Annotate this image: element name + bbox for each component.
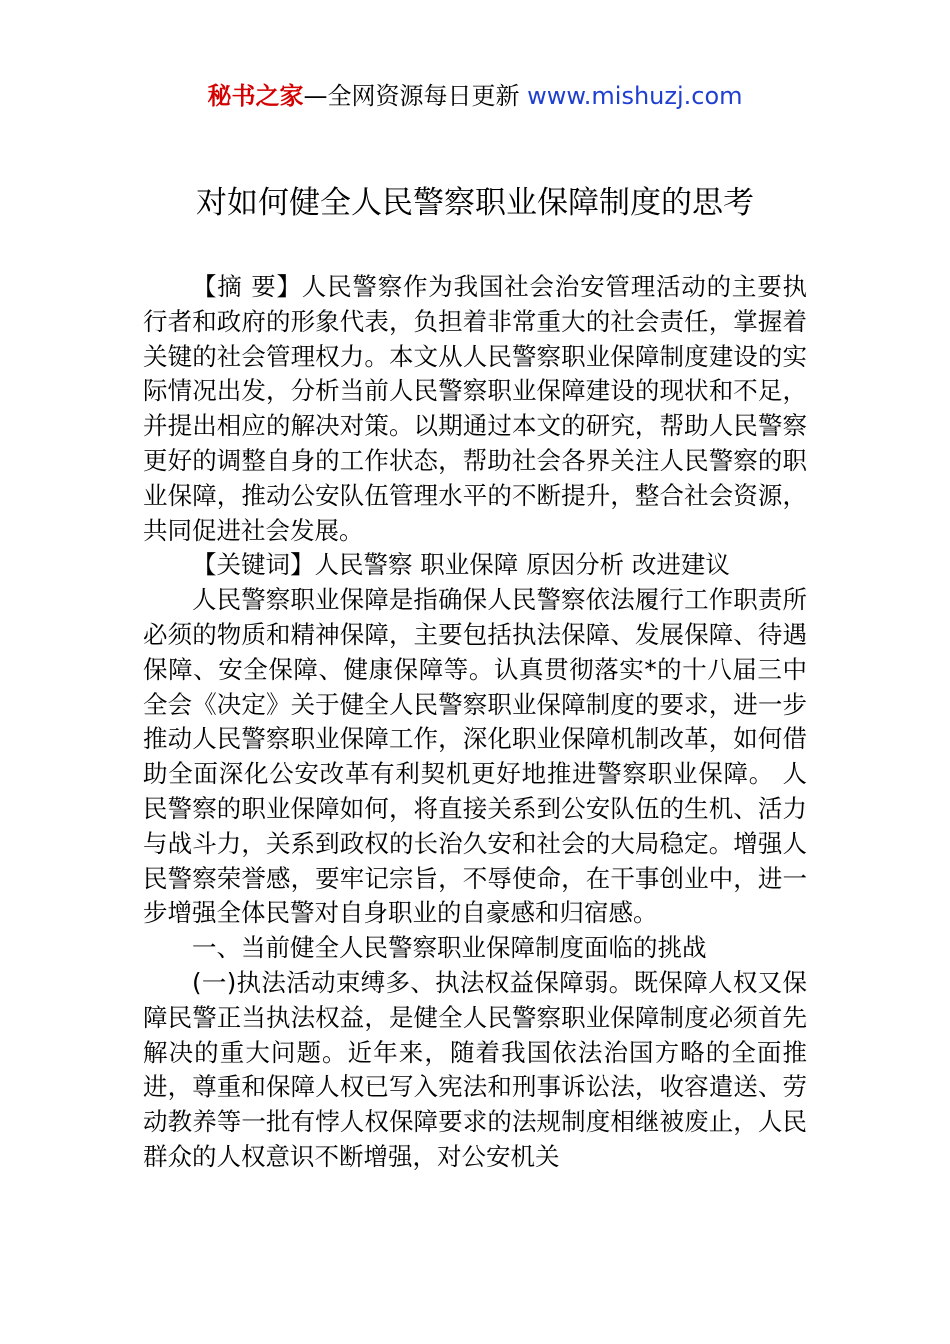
abstract-paragraph: 【摘 要】人民警察作为我国社会治安管理活动的主要执行者和政府的形象代表，负担着非常重大的社会责任，掌握着关键的社会管理权力。本文从人民警察职业保障制度建设的实际情况出发，分析当前人民警察职业保障建设的现状和不足，并提出相应的解决对策。以期通过本文的研究，帮助人民警察更好的调整自身的工作状态，帮助社会各界关注人民警察的职业保障，推动公安队伍管理水平的不断提升，整合社会资源，共同促进社会发展。 — [143, 272, 807, 545]
site-brand: 秘书之家 — [207, 82, 304, 110]
document-title: 对如何健全人民警察职业保障制度的思考 — [196, 185, 754, 221]
body-paragraph: (一)执法活动束缚多、执法权益保障弱。既保障人权又保障民警正当执法权益，是健全人民警察职业保障制度必须首先解决的重大问题。近年来，随着我国依法治国方略的全面推进，尊重和保障人权已写入宪法和刑事诉讼法，收容遣送、劳动教养等一批有悖人权保障要求的法规制度相继被废止，人民群众的人权意识不断增强，对公安机关 — [143, 967, 807, 1171]
document-body — [143, 270, 807, 1175]
site-url: www.mishuzj.com — [527, 82, 743, 110]
site-header — [0, 78, 950, 114]
site-tagline: —全网资源每日更新 — [303, 82, 528, 110]
keywords-paragraph: 【关键词】人民警察 职业保障 原因分析 改进建议 — [192, 550, 730, 580]
section-heading: 一、当前健全人民警察职业保障制度面临的挑战 — [192, 933, 707, 963]
body-paragraph: 人民警察职业保障是指确保人民警察依法履行工作职责所必须的物质和精神保障，主要包括执法保障、发展保障、待遇保障、安全保障、健康保障等。认真贯彻落实*的十八届三中全会《决定》关于健全人民警察职业保障制度的要求，进一步推动人民警察职业保障工作，深化职业保障机制改革，如何借助全面深化公安改革有利契机更好地推进警察职业保障。 人民警察的职业保障如何，将直接关系到公安队伍的生机、活力与战斗力，关系到政权的长治久安和社会的大局稳定。增强人民警察荣誉感，要牢记宗旨，不辱使命，在干事创业中，进一步增强全体民警对自身职业的自豪感和归宿感。 — [143, 585, 807, 928]
